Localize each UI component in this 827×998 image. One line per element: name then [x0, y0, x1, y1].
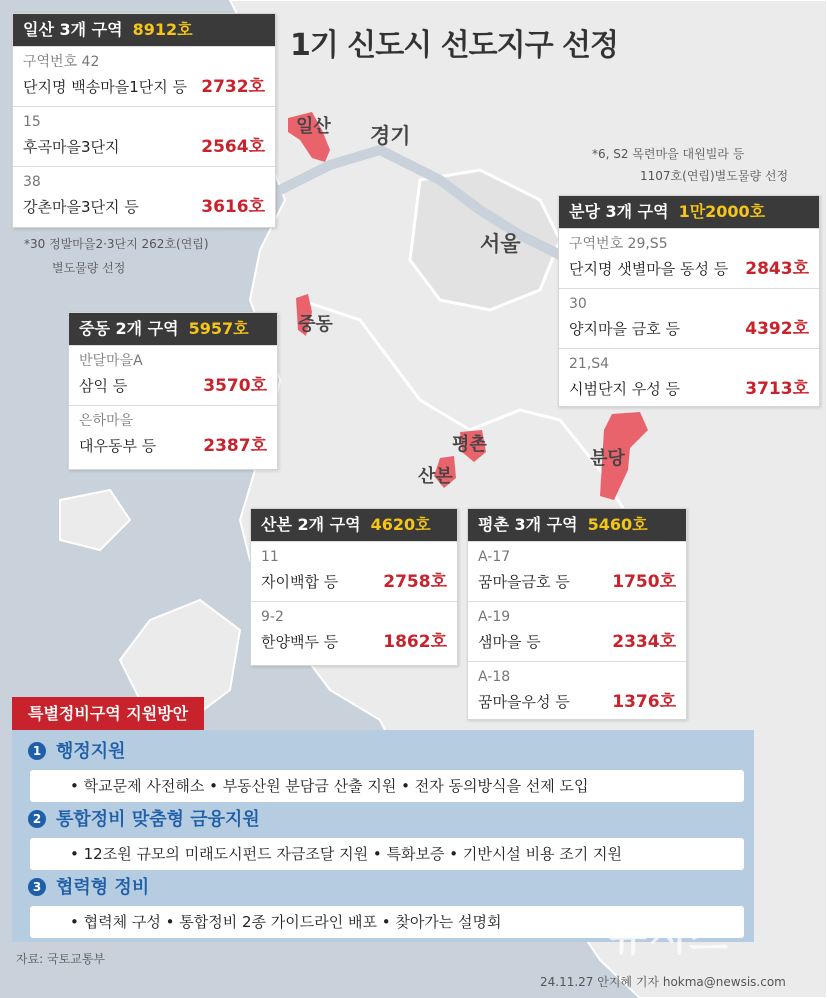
section-title: 협력형 정비: [56, 877, 150, 898]
row-count: 4392호: [745, 319, 809, 339]
row-code: A-17: [478, 549, 511, 565]
label-ilsan: 일산: [296, 116, 331, 137]
pyeongchon-header: [468, 509, 686, 541]
number-badge: 1: [28, 742, 46, 760]
row-code: 구역번호 42: [23, 54, 100, 70]
number-badge: 2: [28, 810, 46, 828]
row-count: 2387호: [203, 436, 267, 456]
ilsan-note-2: 별도물량 선정: [52, 261, 126, 275]
bundang-note-2: 1107호(연립)별도물량 선정: [640, 169, 789, 183]
label-seoul: 서울: [480, 232, 521, 256]
pyeongchon-row: [468, 541, 686, 601]
bundang-info-box: [558, 195, 820, 407]
pyeongchon-row: [468, 661, 686, 721]
section-items: • 학교문제 사전해소 • 부동산원 분담금 산출 지원 • 전자 동의방식을 선제 도입: [30, 770, 744, 802]
jungdong-row: [69, 345, 277, 405]
section-items: • 협력체 구성 • 통합정비 2종 가이드라인 배포 • 찾아가는 설명회: [30, 906, 744, 938]
row-name: 단지명 백송마을1단지 등: [23, 78, 187, 96]
pyeongchon-head-label: 평촌 3개 구역: [478, 515, 578, 534]
jungdong-total: 5957호: [188, 319, 249, 338]
bundang-head-label: 분당 3개 구역: [569, 202, 669, 221]
label-jungdong: 중동: [298, 314, 333, 335]
sanbon-header: [251, 509, 457, 541]
row-code: 은하마을: [79, 413, 134, 429]
row-code: A-19: [478, 609, 511, 625]
ilsan-head-label: 일산 3개 구역: [23, 20, 123, 39]
bundang-row: [559, 288, 819, 348]
row-count: 3616호: [201, 197, 265, 217]
support-section-2: [28, 806, 744, 870]
ilsan-info-box: [12, 13, 276, 228]
ilsan-note-1: *30 정발마을2·3단지 262호(연립): [24, 237, 209, 251]
row-code: 30: [569, 296, 587, 312]
jungdong-header: [69, 313, 277, 345]
jungdong-row: [69, 405, 277, 465]
section-title: 행정지원: [56, 741, 126, 762]
ilsan-total: 8912호: [132, 20, 193, 39]
page-title: 1기 신도시 선도지구 선정: [290, 28, 619, 63]
row-name: 꿈마을우성 등: [478, 693, 570, 711]
sanbon-info-box: [250, 508, 458, 666]
row-count: 1376호: [612, 692, 676, 712]
row-name: 단지명 샛별마을 동성 등: [569, 260, 729, 278]
row-count: 1862호: [383, 632, 447, 652]
row-name: 자이백합 등: [261, 573, 339, 591]
row-name: 후곡마을3단지: [23, 138, 120, 156]
row-count: 2732호: [201, 77, 265, 97]
row-count: 2758호: [383, 572, 447, 592]
sanbon-row: [251, 601, 457, 661]
ilsan-row: [13, 106, 275, 166]
pyeongchon-total: 5460호: [587, 515, 648, 534]
bundang-note-1: *6, S2 목련마을 대원빌라 등: [592, 147, 745, 161]
row-code: 38: [23, 174, 41, 190]
newsis-watermark: 뉴시스: [608, 914, 730, 960]
sanbon-row: [251, 541, 457, 601]
row-count: 3570호: [203, 376, 267, 396]
row-name: 양지마을 금호 등: [569, 320, 680, 338]
section-items: • 12조원 규모의 미래도시펀드 자금조달 지원 • 특화보증 • 기반시설 비용 조기 지원: [30, 838, 744, 870]
row-name: 한양백두 등: [261, 633, 339, 651]
source-text: 자료: 국토교통부: [16, 952, 106, 966]
row-name: 샘마을 등: [478, 633, 541, 651]
sanbon-head-label: 산본 2개 구역: [261, 515, 361, 534]
row-name: 대우동부 등: [79, 437, 157, 455]
row-code: 9-2: [261, 609, 284, 625]
row-count: 2843호: [745, 259, 809, 279]
credit-text: 24.11.27 안지혜 기자 hokma@newsis.com: [540, 975, 786, 989]
label-pyeongchon: 평촌: [452, 434, 487, 455]
row-count: 2334호: [612, 632, 676, 652]
support-section-1: [28, 738, 744, 802]
label-gyeonggi: 경기: [370, 124, 411, 148]
bundang-row: [559, 228, 819, 288]
pyeongchon-info-box: [467, 508, 687, 720]
bundang-row: [559, 348, 819, 408]
jungdong-info-box: [68, 312, 278, 470]
label-bundang: 분당: [590, 448, 625, 469]
support-title: 특별정비구역 지원방안: [12, 697, 204, 730]
ilsan-header: [13, 14, 275, 46]
row-code: 15: [23, 114, 41, 130]
label-sanbon: 산본: [418, 466, 453, 487]
row-code: 구역번호 29,S5: [569, 236, 668, 252]
row-count: 1750호: [612, 572, 676, 592]
sanbon-total: 4620호: [370, 515, 431, 534]
bundang-header: [559, 196, 819, 228]
row-code: 21,S4: [569, 356, 610, 372]
row-code: A-18: [478, 669, 511, 685]
bundang-total: 1만2000호: [678, 202, 766, 221]
section-title: 통합정비 맞춤형 금융지원: [56, 809, 260, 830]
row-count: 2564호: [201, 137, 265, 157]
row-count: 3713호: [745, 379, 809, 399]
row-code: 11: [261, 549, 279, 565]
number-badge: 3: [28, 878, 46, 896]
row-name: 삼익 등: [79, 377, 128, 395]
row-name: 시범단지 우성 등: [569, 380, 680, 398]
row-name: 꿈마을금호 등: [478, 573, 570, 591]
row-name: 강촌마을3단지 등: [23, 198, 139, 216]
jungdong-head-label: 중동 2개 구역: [79, 319, 179, 338]
ilsan-row: [13, 46, 275, 106]
ilsan-row: [13, 166, 275, 226]
pyeongchon-row: [468, 601, 686, 661]
row-code: 반달마을A: [79, 353, 143, 369]
